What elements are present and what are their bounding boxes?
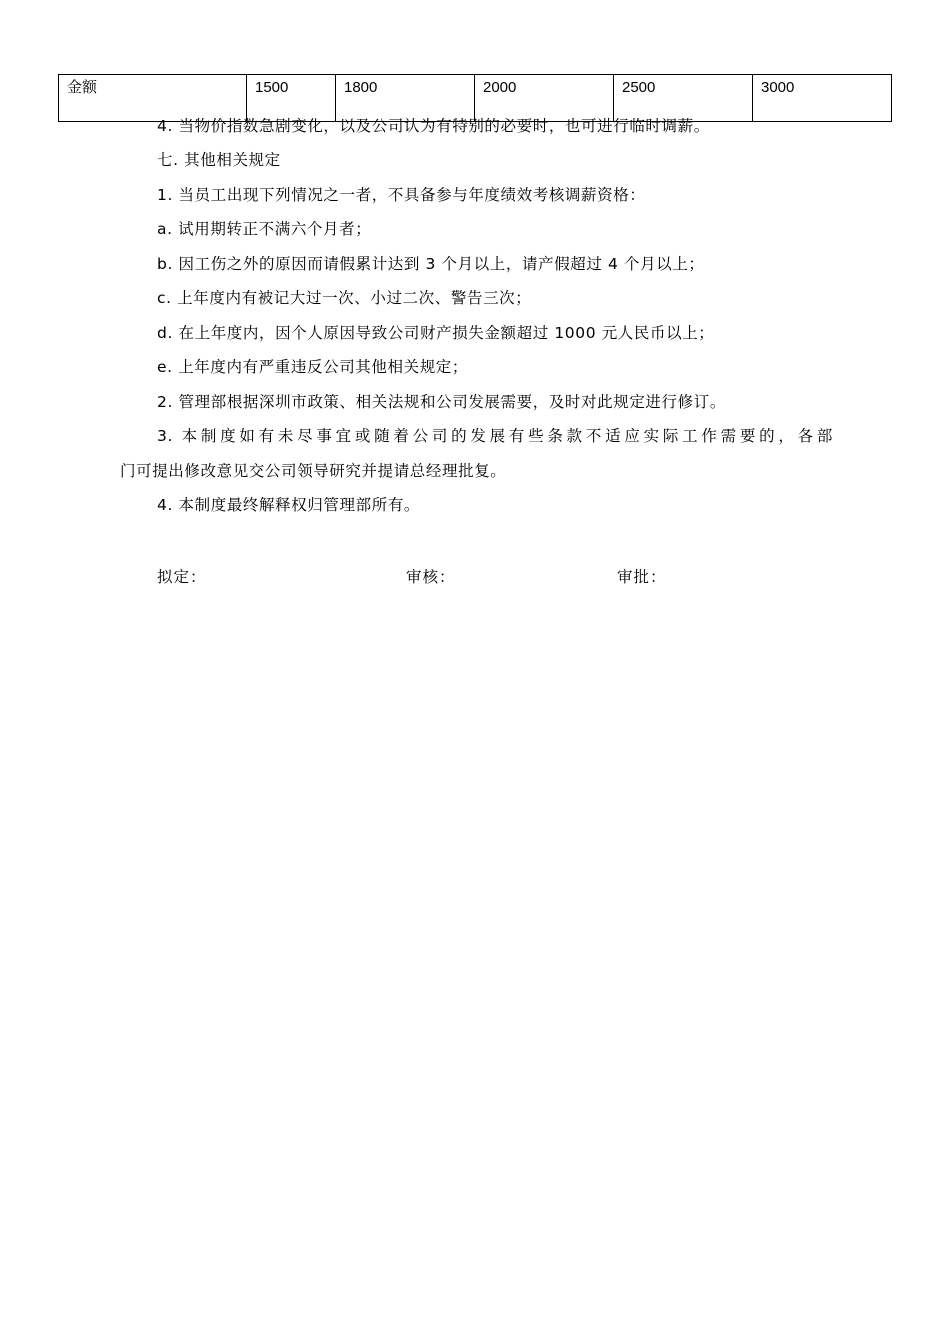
paragraph-ineligibility-intro: 1. 当员工出现下列情况之一者，不具备参与年度绩效考核调薪资格：: [157, 186, 646, 204]
section-heading-other-rules: 七. 其他相关规定: [157, 151, 281, 169]
paragraph-amendment-line2: 门可提出修改意见交公司领导研究并提请总经理批复。: [120, 462, 507, 480]
signature-reviewed-label: 审核：: [406, 568, 456, 586]
table-cell: 2000: [475, 75, 614, 122]
table-cell: 1800: [336, 75, 475, 122]
table-row-label: 金额: [59, 75, 247, 122]
signature-drafted-label: 拟定：: [157, 568, 207, 586]
list-item-probation: a. 试用期转正不满六个月者；: [157, 220, 372, 238]
list-item-property-loss: d. 在上年度内，因个人原因导致公司财产损失金额超过 1000 元人民币以上；: [157, 324, 715, 342]
paragraph-temporary-adjustment: 4. 当物价指数急剧变化，以及公司认为有特别的必要时，也可进行临时调薪。: [157, 117, 710, 135]
list-item-violation: e. 上年度内有严重违反公司其他相关规定；: [157, 358, 468, 376]
list-item-disciplinary: c. 上年度内有被记大过一次、小过二次、警告三次；: [157, 289, 532, 307]
paragraph-amendment-line1: 3. 本制度如有未尽事宜或随着公司的发展有些条款不适应实际工作需要的，各部: [157, 427, 833, 445]
paragraph-interpretation: 4. 本制度最终解释权归管理部所有。: [157, 496, 421, 514]
signature-approved-label: 审批：: [617, 568, 667, 586]
table-cell: 3000: [753, 75, 892, 122]
paragraph-revision: 2. 管理部根据深圳市政策、相关法规和公司发展需要，及时对此规定进行修订。: [157, 393, 726, 411]
table-cell: 2500: [614, 75, 753, 122]
table-cell: 1500: [247, 75, 336, 122]
list-item-leave: b. 因工伤之外的原因而请假累计达到 3 个月以上，请产假超过 4 个月以上；: [157, 255, 705, 273]
